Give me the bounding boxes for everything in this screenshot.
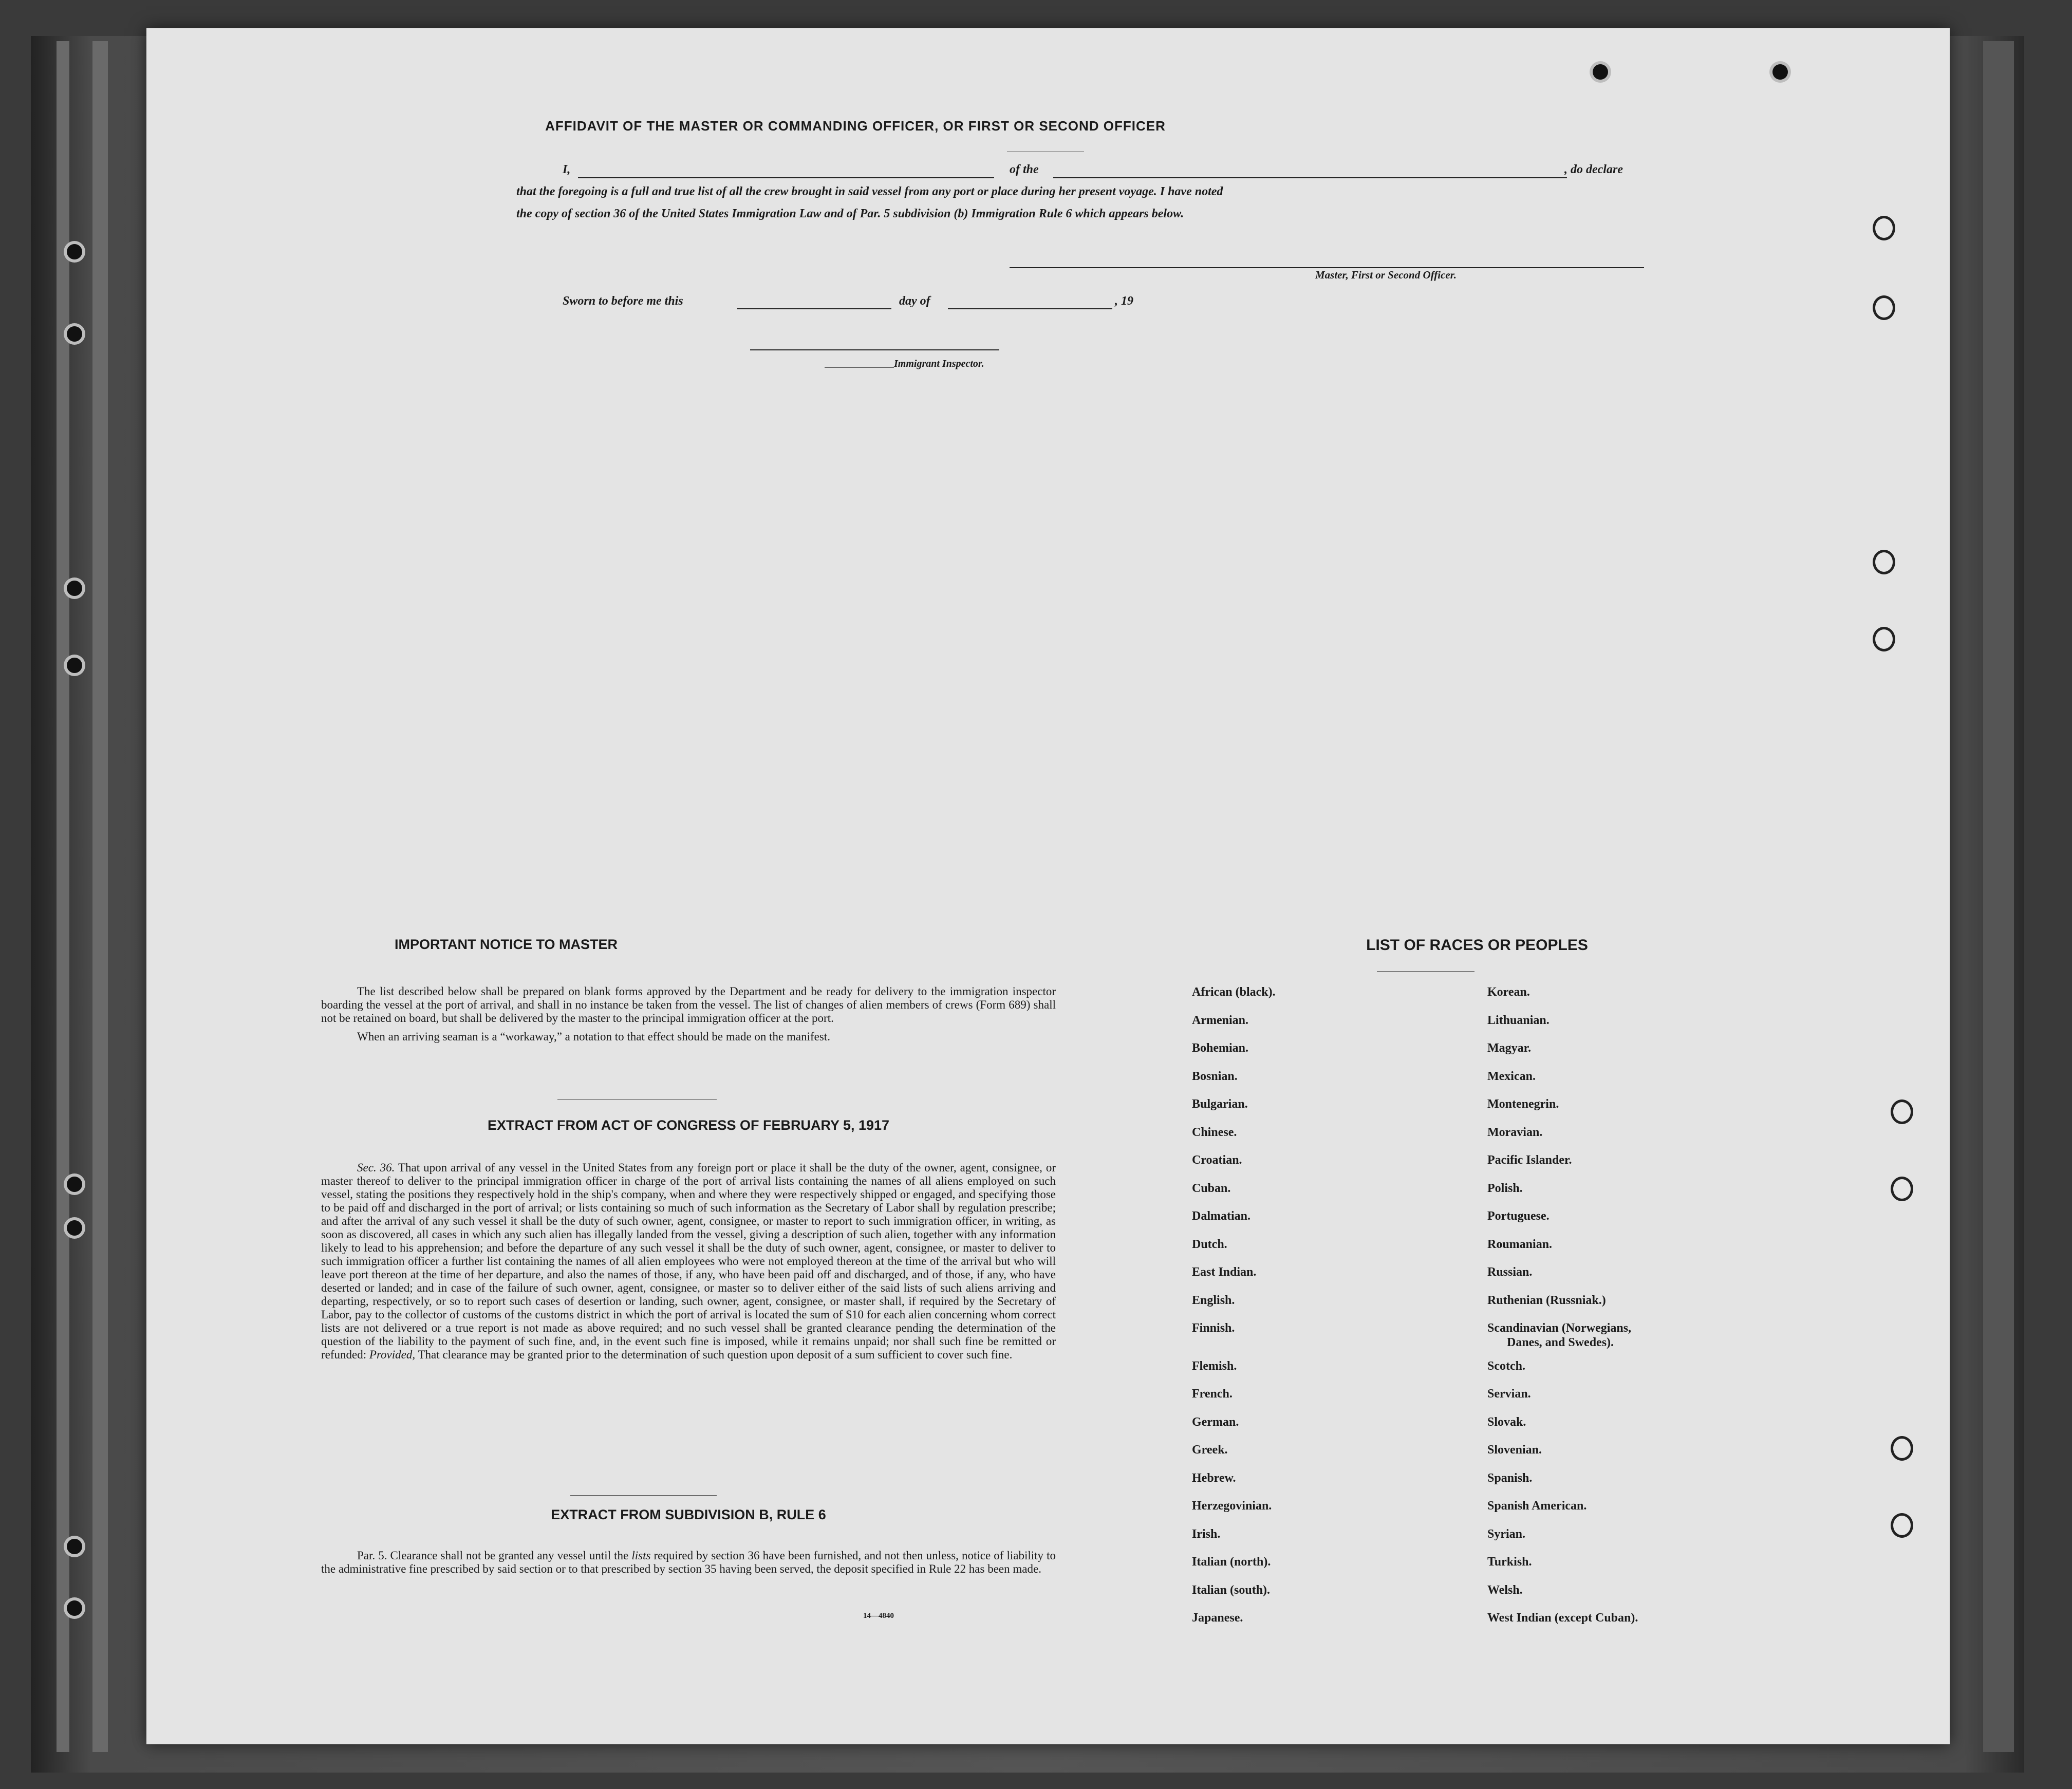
notice-para-1: The list described below shall be prepared on blank forms approved by the Department and be ready for delivery to the immigration inspector boarding the vessel at the port of arrival, and shall in no instance be taken from the vessel. The list of changes of alien members of crews (Form 689) shall not be retained on board, but shall be delivered by the master to the principal immigration officer at the port. [321, 985, 1056, 1024]
binding-hole [67, 1220, 82, 1236]
affidavit-line3: the copy of section 36 of the United States Immigration Law and of Par. 5 subdivision (b) Immigration Rule 6 which appears below. [516, 207, 1184, 220]
sworn-month-field[interactable] [948, 308, 1112, 309]
race-item: French. [1192, 1387, 1233, 1401]
binding-hole [67, 658, 82, 673]
inspector-caption: Immigrant Inspector. [894, 358, 984, 369]
race-item: Flemish. [1192, 1359, 1237, 1373]
act-section-text: That upon arrival of any vessel in the United States from any foreign port or place it shall be the duty of the owner, agent, consignee, or master thereof to deliver to the principal immigration officer in charge of the port of arrival lists containing the names of all aliens employed on such vessel, stating the positions they respectively hold in the ship's company, when and where they were respectively shipped or engaged, and specifying those to be paid off and discharged in the port of arrival; or lists containing so much of such information as the Secretary of Labor shall by regulation prescribe; and after the arrival of any such vessel it shall be the duty of such owner, agent, consignee, or master to report to such immigration officer, in writing, as soon as discovered, all cases in which any such alien has illegally landed from the vessel, giving a description of such alien, together with any information likely to lead to his apprehension; and before the departure of any such vessel it shall be the duty of such owner, agent, consignee, or master to deliver to such immigration officer a further list containing the names of all alien employees who were not employed thereon at the time of the arrival but who will leave port thereon at the time of her departure, and also the names of those, if any, who have been paid off and discharged, and of those, if any, who have deserted or landed; and in case of the failure of such owner, agent, consignee, or master so to deliver either of the said lists of such aliens arriving and departing, respectively, or so to report such cases of desertion or landing, such owner, agent, consignee, or master shall, if required by the Secretary of Labor, pay to the collector of customs of the customs district in which the port of arrival is located the sum of $10 for each alien concerning whom correct lists are not delivered or a true report is not made as above required; and no such vessel shall be granted clearance pending the determination of the question of the liability to the payment of such fine, and, in the event such fine is imposed, while it remains unpaid; nor shall such fine be remitted or refunded: [321, 1161, 1056, 1361]
race-item: Scotch. [1487, 1359, 1525, 1373]
race-item: Dalmatian. [1192, 1209, 1250, 1223]
race-item: Finnish. [1192, 1321, 1235, 1335]
manifest-page [146, 28, 1950, 1744]
master-name-field[interactable] [578, 177, 994, 178]
race-item: Hebrew. [1192, 1471, 1236, 1485]
binding-hole [67, 1539, 82, 1554]
notice-title: IMPORTANT NOTICE TO MASTER [395, 937, 618, 952]
rule-title: EXTRACT FROM SUBDIVISION B, RULE 6 [551, 1507, 826, 1522]
race-item: West Indian (except Cuban). [1487, 1611, 1638, 1625]
rule-text-lists: lists [631, 1549, 651, 1562]
binding-hole [67, 1600, 82, 1616]
race-item: Greek. [1192, 1443, 1228, 1457]
punch-hole [1873, 216, 1895, 240]
race-item: Lithuanian. [1487, 1013, 1550, 1027]
race-item: Servian. [1487, 1387, 1531, 1401]
race-item: Scandinavian (Norwegians, [1487, 1321, 1632, 1335]
race-item: Spanish American. [1487, 1499, 1587, 1513]
race-item: English. [1192, 1293, 1235, 1307]
signature-caption: Master, First or Second Officer. [1315, 269, 1457, 281]
race-item: Welsh. [1487, 1583, 1523, 1597]
binding-hole [67, 1177, 82, 1192]
race-item: Turkish. [1487, 1555, 1532, 1569]
act-section-label: Sec. 36. [357, 1161, 395, 1174]
act-body [321, 1161, 1056, 1362]
punch-hole [1891, 1513, 1913, 1538]
affidavit-line2: that the foregoing is a full and true list of all the crew brought in said vessel from any port or place during her present voyage. I have noted [516, 185, 1223, 198]
binding-hole [67, 244, 82, 259]
race-item: Pacific Islander. [1487, 1153, 1572, 1167]
sworn-prefix: Sworn to before me this [563, 294, 683, 308]
race-item: Portuguese. [1487, 1209, 1550, 1223]
race-item: German. [1192, 1415, 1239, 1429]
race-item: Syrian. [1487, 1527, 1526, 1541]
affidavit-line1-suffix: , do declare [1564, 163, 1623, 176]
page-edge [57, 41, 69, 1752]
affidavit-line1-mid: of the [1010, 163, 1039, 176]
race-item: Dutch. [1192, 1237, 1227, 1251]
race-item: Italian (north). [1192, 1555, 1271, 1569]
notice-body [321, 985, 1056, 1049]
act-proviso-text: That clearance may be granted prior to the determination of such question upon deposit of a sum sufficient to cover such fine. [418, 1348, 1013, 1361]
binding-hole [67, 581, 82, 596]
races-title: LIST OF RACES OR PEOPLES [1366, 937, 1588, 954]
race-item: Slovak. [1487, 1415, 1526, 1429]
punch-hole [1891, 1100, 1913, 1124]
punch-hole [1891, 1177, 1913, 1201]
race-item: Roumanian. [1487, 1237, 1553, 1251]
act-title: EXTRACT FROM ACT OF CONGRESS OF FEBRUARY 5, 1917 [487, 1117, 890, 1133]
sworn-date-field[interactable] [737, 308, 891, 309]
race-item: Bosnian. [1192, 1069, 1238, 1083]
divider [1377, 971, 1474, 972]
race-item: Polish. [1487, 1181, 1523, 1195]
sworn-day-label: day of [899, 294, 930, 308]
form-number: 14—4840 [863, 1612, 894, 1620]
race-item: Ruthenian (Russniak.) [1487, 1293, 1606, 1307]
vessel-name-field[interactable] [1053, 177, 1567, 178]
race-item: Moravian. [1487, 1125, 1543, 1139]
rule-text-a: Par. 5. Clearance shall not be granted any vessel until the [357, 1549, 629, 1562]
race-item: Italian (south). [1192, 1583, 1271, 1597]
page-edge [92, 41, 108, 1752]
race-item: Magyar. [1487, 1041, 1532, 1055]
punch-hole [1891, 1436, 1913, 1461]
punch-hole [1873, 627, 1895, 651]
signature-field[interactable] [1010, 267, 1644, 268]
punch-hole [1772, 64, 1788, 80]
page-edge [1983, 41, 2014, 1752]
race-item: Montenegrin. [1487, 1097, 1559, 1111]
binding-hole [67, 326, 82, 342]
race-item: Chinese. [1192, 1125, 1237, 1139]
inspector-dash [825, 367, 894, 368]
race-item: Cuban. [1192, 1181, 1231, 1195]
inspector-signature-field[interactable] [750, 349, 999, 350]
race-item: East Indian. [1192, 1265, 1257, 1279]
sworn-year-label: , 19 [1115, 294, 1133, 308]
race-item: Bulgarian. [1192, 1097, 1248, 1111]
race-item-continuation: Danes, and Swedes). [1507, 1336, 1614, 1349]
bleed-through-text [362, 362, 1893, 403]
race-item: Russian. [1487, 1265, 1533, 1279]
race-item: Spanish. [1487, 1471, 1533, 1485]
race-item: African (black). [1192, 985, 1276, 999]
affidavit-title: AFFIDAVIT OF THE MASTER OR COMMANDING OFFICER, OR FIRST OR SECOND OFFICER [545, 118, 1166, 134]
act-proviso-label: Provided, [369, 1348, 416, 1361]
race-item: Croatian. [1192, 1153, 1242, 1167]
race-item: Mexican. [1487, 1069, 1536, 1083]
race-item: Herzegovinian. [1192, 1499, 1272, 1513]
race-item: Armenian. [1192, 1013, 1248, 1027]
affidavit-line1-prefix: I, [563, 163, 571, 176]
punch-hole [1873, 295, 1895, 320]
race-item: Bohemian. [1192, 1041, 1249, 1055]
punch-hole [1873, 550, 1895, 574]
race-item: Japanese. [1192, 1611, 1243, 1625]
punch-hole [1593, 64, 1608, 80]
rule-text-b: required by section 36 have been furnished, and not then unless, notice of liability to the administrative fine prescribed by said section or to that prescribed by section 35 having been served, the deposit specified in Rule 22 has been made. [321, 1549, 1056, 1575]
rule-body [321, 1549, 1056, 1576]
race-item: Irish. [1192, 1527, 1221, 1541]
race-item: Slovenian. [1487, 1443, 1542, 1457]
race-item: Korean. [1487, 985, 1530, 999]
divider [570, 1495, 717, 1496]
notice-para-2: When an arriving seaman is a “workaway,” a notation to that effect should be made on the manifest. [357, 1030, 830, 1043]
